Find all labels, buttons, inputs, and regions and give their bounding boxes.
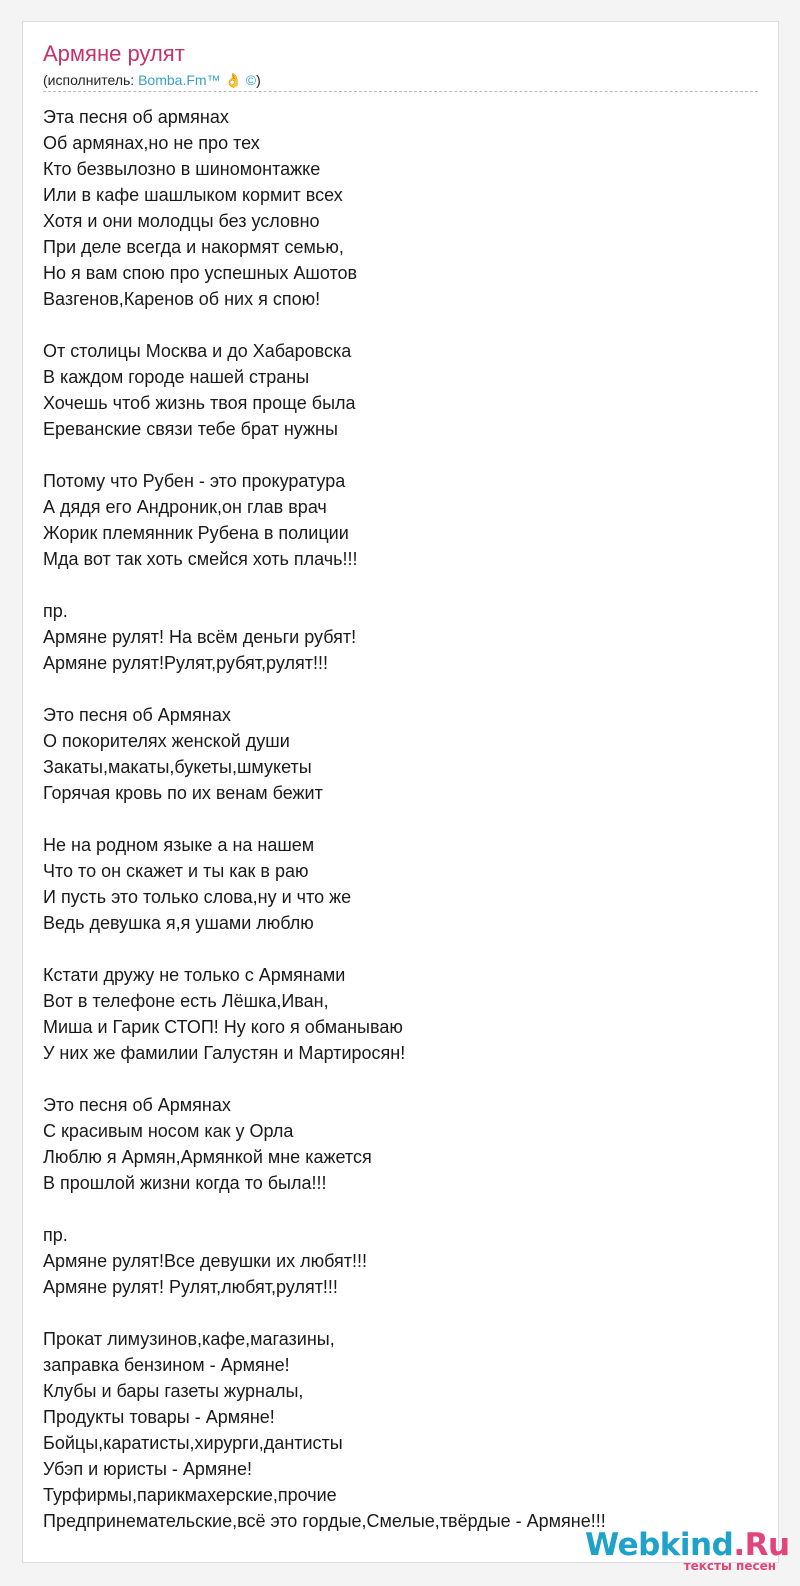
lyric-line: Но я вам спою про успешных Ашотов [43,263,358,283]
lyrics-stanza [43,598,758,676]
lyric-line: Мда вот так хоть смейся хоть плачь!!! [43,549,358,569]
lyric-line: Потому что Рубен - это прокуратура [43,471,346,491]
lyric-line: Эта песня об армянах [43,107,229,127]
lyrics-stanza [43,104,758,312]
lyric-line: О покорителях женской души [43,731,290,751]
lyrics-card [22,21,779,1563]
lyric-line: Миша и Гарик СТОП! Ну кого я обманываю [43,1017,403,1037]
lyric-line: Кто безвылозно в шиномонтажке [43,159,321,179]
lyric-line: С красивым носом как у Орла [43,1121,294,1141]
lyric-line: Армяне рулят!Рулят,рубят,рулят!!! [43,653,328,673]
lyric-line: Это песня об Армянах [43,1095,231,1115]
logo-name: Webkind [585,1527,734,1563]
webkind-logo [585,1528,790,1576]
lyric-line: Это песня об Армянах [43,705,231,725]
lyric-line: Кстати дружу не только с Армянами [43,965,346,985]
artist-line [43,71,261,89]
lyric-line: У них же фамилии Галустян и Мартиросян! [43,1043,406,1063]
lyrics-stanza [43,702,758,806]
logo-wordmark [585,1528,790,1562]
lyric-line: Вот в телефоне есть Лёшка,Иван, [43,991,329,1011]
lyric-line: Продукты товары - Армяне! [43,1407,275,1427]
lyric-line: Люблю я Армян,Армянкой мне кажется [43,1147,372,1167]
lyric-line: И пусть это только слова,ну и что же [43,887,352,907]
lyric-line: Закаты,макаты,букеты,шмукеты [43,757,312,777]
lyric-line: заправка бензином - Армяне! [43,1355,290,1375]
lyrics-stanza [43,962,758,1066]
artist-suffix: ) [256,72,261,88]
lyric-line: Ведь девушка я,я ушами люблю [43,913,314,933]
lyrics-stanza [43,832,758,936]
lyrics-stanza [43,468,758,572]
lyric-line: Турфирмы,парикмахерские,прочие [43,1485,337,1505]
lyric-line: пр. [43,601,68,621]
lyric-line: Армяне рулят! На всём деньги рубят! [43,627,357,647]
lyric-line: Горячая кровь по их венам бежит [43,783,323,803]
lyric-line: Вазгенов,Каренов об них я спою! [43,289,321,309]
lyric-line: Бойцы,каратисты,хирурги,дантисты [43,1433,343,1453]
lyric-line: Об армянах,но не про тех [43,133,260,153]
lyric-line: Ереванские связи тебе брат нужны [43,419,338,439]
lyric-line: Армяне рулят! Рулят,любят,рулят!!! [43,1277,338,1297]
lyric-line: При деле всегда и накормят семью, [43,237,344,257]
lyric-line: А дядя его Андроник,он глав врач [43,497,327,517]
title-divider [43,91,758,92]
lyrics-stanza [43,1326,758,1534]
lyric-line: Прокат лимузинов,кафе,магазины, [43,1329,335,1349]
lyrics-stanza [43,1222,758,1300]
lyric-line: В прошлой жизни когда то была!!! [43,1173,327,1193]
logo-tagline: тексты песен [683,1559,776,1573]
lyric-line: Предпринемательские,всё это гордые,Смелые,твёрдые - Армяне!!! [43,1511,606,1531]
lyrics-stanza [43,338,758,442]
lyric-line: От столицы Москва и до Хабаровска [43,341,352,361]
artist-link[interactable]: Bomba.Fm™ 👌 © [138,72,257,88]
lyric-line: Что то он скажет и ты как в раю [43,861,309,881]
lyric-line: Жорик племянник Рубена в полиции [43,523,349,543]
song-title: Армяне рулят [43,41,185,66]
lyric-line: Хотя и они молодцы без условно [43,211,320,231]
lyric-line: Хочешь чтоб жизнь твоя проще была [43,393,356,413]
lyric-line: В каждом городе нашей страны [43,367,310,387]
lyric-line: Убэп и юристы - Армяне! [43,1459,252,1479]
lyric-line: Клубы и бары газеты журналы, [43,1381,304,1401]
lyrics-stanza [43,1092,758,1196]
lyric-line: Или в кафе шашлыком кормит всех [43,185,343,205]
lyric-line: Не на родном языке а на нашем [43,835,315,855]
lyric-line: пр. [43,1225,68,1245]
lyrics-body [43,104,758,1560]
logo-tld: .Ru [733,1527,790,1563]
artist-prefix: (исполнитель: [43,72,139,88]
lyric-line: Армяне рулят!Все девушки их любят!!! [43,1251,368,1271]
